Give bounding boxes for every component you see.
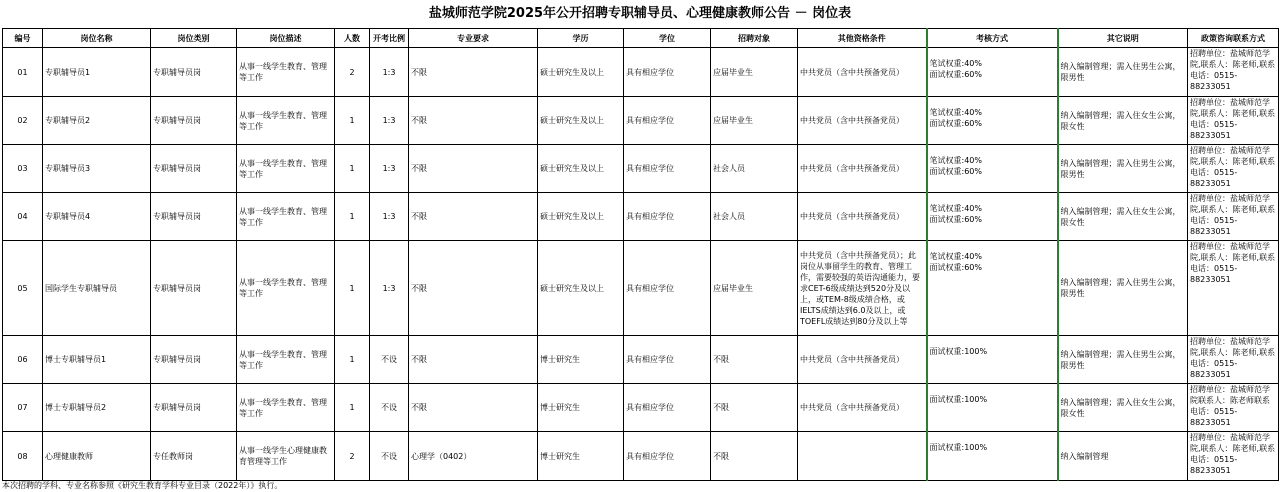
- cell-education[interactable]: 硕士研究生及以上: [538, 48, 624, 97]
- cell-degree[interactable]: 具有相应学位: [624, 241, 711, 336]
- cell-ratio[interactable]: 1:3: [370, 241, 409, 336]
- cell-major[interactable]: 心理学（0402）: [409, 432, 538, 481]
- cell-notes[interactable]: 纳入编制管理；需入住男生公寓，限男性: [1058, 241, 1188, 336]
- table-row: [3, 241, 1279, 336]
- cell-description[interactable]: 从事一线学生教育、管理等工作: [237, 193, 335, 241]
- cell-education[interactable]: 博士研究生: [538, 336, 624, 384]
- cell-name[interactable]: 博士专职辅导员1: [43, 336, 151, 384]
- cell-education[interactable]: 硕士研究生及以上: [538, 145, 624, 193]
- cell-ratio[interactable]: 1:3: [370, 145, 409, 193]
- cell-name[interactable]: 专职辅导员3: [43, 145, 151, 193]
- cell-major[interactable]: 不限: [409, 241, 538, 336]
- cell-notes[interactable]: 纳入编制管理；需入住女生公寓，限女性: [1058, 193, 1188, 241]
- cell-ratio[interactable]: 1:3: [370, 48, 409, 97]
- cell-id[interactable]: 08: [3, 432, 43, 481]
- cell-contact[interactable]: 招聘单位：盐城师范学院,联系人：陈老师,联系电话：0515-88233051: [1188, 336, 1279, 384]
- cell-id[interactable]: 04: [3, 193, 43, 241]
- cell-name[interactable]: 心理健康教师: [43, 432, 151, 481]
- cell-count[interactable]: 2: [335, 432, 370, 481]
- table-row: [3, 432, 1279, 481]
- positions-table: [2, 28, 1279, 481]
- cell-id[interactable]: 02: [3, 97, 43, 145]
- cell-other-conditions[interactable]: 中共党员（含中共预备党员）: [798, 145, 927, 193]
- cell-notes[interactable]: 纳入编制管理；需入住女生公寓，限女性: [1058, 97, 1188, 145]
- cell-category[interactable]: 专职辅导员岗: [151, 145, 237, 193]
- cell-assessment[interactable]: 笔试权重:40% 面试权重:60%: [927, 97, 1058, 145]
- cell-other-conditions[interactable]: 中共党员（含中共预备党员）: [798, 384, 927, 432]
- cell-assessment[interactable]: 笔试权重:40% 面试权重:60%: [927, 145, 1058, 193]
- cell-name[interactable]: 博士专职辅导员2: [43, 384, 151, 432]
- cell-name[interactable]: 专职辅导员1: [43, 48, 151, 97]
- cell-description[interactable]: 从事一线学生教育、管理等工作: [237, 336, 335, 384]
- cell-id[interactable]: 03: [3, 145, 43, 193]
- cell-notes[interactable]: 纳入编制管理；需入住男生公寓，限男性: [1058, 336, 1188, 384]
- cell-notes[interactable]: 纳入编制管理；需入住男生公寓，限男性: [1058, 48, 1188, 97]
- cell-ratio[interactable]: 1:3: [370, 97, 409, 145]
- cell-target[interactable]: 不限: [711, 432, 798, 481]
- cell-degree[interactable]: 具有相应学位: [624, 432, 711, 481]
- cell-id[interactable]: 01: [3, 48, 43, 97]
- col-header-name[interactable]: 岗位名称: [43, 29, 151, 48]
- cell-education[interactable]: 硕士研究生及以上: [538, 241, 624, 336]
- cell-contact[interactable]: 招聘单位：盐城师范学院,联系人：陈老师,联系电话：0515-88233051: [1188, 432, 1279, 481]
- cell-degree[interactable]: 具有相应学位: [624, 97, 711, 145]
- col-header-id[interactable]: 编号: [3, 29, 43, 48]
- cell-contact[interactable]: 招聘单位：盐城师范学院,联系人：陈老师,联系电话：0515-88233051: [1188, 241, 1279, 336]
- cell-target[interactable]: 社会人员: [711, 145, 798, 193]
- cell-category[interactable]: 专职辅导员岗: [151, 97, 237, 145]
- cell-description[interactable]: 从事一线学生教育、管理等工作: [237, 384, 335, 432]
- table-row: [3, 193, 1279, 241]
- cell-description[interactable]: 从事一线学生心理健康教育管理等工作: [237, 432, 335, 481]
- cell-id[interactable]: 06: [3, 336, 43, 384]
- col-header-other-conditions[interactable]: 其他资格条件: [798, 29, 927, 48]
- cell-category[interactable]: 专职辅导员岗: [151, 384, 237, 432]
- cell-assessment[interactable]: 笔试权重:40% 面试权重:60%: [927, 48, 1058, 97]
- cell-degree[interactable]: 具有相应学位: [624, 145, 711, 193]
- col-header-assessment[interactable]: 考核方式: [927, 29, 1058, 48]
- cell-ratio[interactable]: 不设: [370, 432, 409, 481]
- cell-other-conditions[interactable]: 中共党员（含中共预备党员）: [798, 336, 927, 384]
- cell-target[interactable]: 不限: [711, 336, 798, 384]
- col-header-degree[interactable]: 学位: [624, 29, 711, 48]
- cell-education[interactable]: 硕士研究生及以上: [538, 97, 624, 145]
- cell-category[interactable]: 专职辅导员岗: [151, 193, 237, 241]
- cell-description[interactable]: 从事一线学生教育、管理等工作: [237, 145, 335, 193]
- cell-category[interactable]: 专职辅导员岗: [151, 336, 237, 384]
- cell-count[interactable]: 1: [335, 384, 370, 432]
- cell-other-conditions[interactable]: 中共党员（含中共预备党员）: [798, 48, 927, 97]
- cell-assessment[interactable]: 笔试权重:40% 面试权重:60%: [927, 193, 1058, 241]
- cell-assessment[interactable]: 笔试权重:40% 面试权重:60%: [927, 241, 1058, 336]
- cell-other-conditions[interactable]: 中共党员（含中共预备党员）: [798, 97, 927, 145]
- cell-degree[interactable]: 具有相应学位: [624, 336, 711, 384]
- cell-education[interactable]: 硕士研究生及以上: [538, 193, 624, 241]
- cell-target[interactable]: 应届毕业生: [711, 97, 798, 145]
- cell-notes[interactable]: 纳入编制管理；需入住男生公寓，限男性: [1058, 145, 1188, 193]
- cell-description[interactable]: 从事一线学生教育、管理等工作: [237, 48, 335, 97]
- cell-ratio[interactable]: 不设: [370, 384, 409, 432]
- table-row: [3, 384, 1279, 432]
- header-row: [3, 29, 1279, 48]
- cell-education[interactable]: 博士研究生: [538, 384, 624, 432]
- document-title: 盐城师范学院2025年公开招聘专职辅导员、心理健康教师公告 － 岗位表: [428, 6, 852, 21]
- col-header-major[interactable]: 专业要求: [409, 29, 538, 48]
- cell-count[interactable]: 1: [335, 193, 370, 241]
- table-row: [3, 48, 1279, 97]
- cell-major[interactable]: 不限: [409, 97, 538, 145]
- cell-other-conditions[interactable]: 中共党员（含中共预备党员）: [798, 193, 927, 241]
- cell-major[interactable]: 不限: [409, 384, 538, 432]
- col-header-target[interactable]: 招聘对象: [711, 29, 798, 48]
- cell-ratio[interactable]: 不设: [370, 336, 409, 384]
- col-header-count[interactable]: 人数: [335, 29, 370, 48]
- cell-count[interactable]: 1: [335, 336, 370, 384]
- cell-description[interactable]: 从事一线学生教育、管理等工作: [237, 97, 335, 145]
- col-header-ratio[interactable]: 开考比例: [370, 29, 409, 48]
- cell-ratio[interactable]: 1:3: [370, 193, 409, 241]
- cell-degree[interactable]: 具有相应学位: [624, 48, 711, 97]
- table-row: [3, 145, 1279, 193]
- cell-contact[interactable]: 招聘单位：盐城师范学院,联系人：陈老师,联系电话：0515-88233051: [1188, 48, 1279, 97]
- cell-education[interactable]: 博士研究生: [538, 432, 624, 481]
- col-header-category[interactable]: 岗位类别: [151, 29, 237, 48]
- cell-count[interactable]: 1: [335, 241, 370, 336]
- col-header-contact[interactable]: 政策咨询联系方式: [1188, 29, 1279, 48]
- cell-target[interactable]: 社会人员: [711, 193, 798, 241]
- cell-major[interactable]: 不限: [409, 193, 538, 241]
- cell-name[interactable]: 专职辅导员4: [43, 193, 151, 241]
- table-row: [3, 336, 1279, 384]
- cell-assessment[interactable]: 面试权重:100%: [927, 384, 1058, 432]
- cell-contact[interactable]: 招聘单位：盐城师范学院,联系人：陈老师,联系电话：0515-88233051: [1188, 97, 1279, 145]
- cell-category[interactable]: 专职辅导员岗: [151, 48, 237, 97]
- cell-assessment[interactable]: 面试权重:100%: [927, 336, 1058, 384]
- cell-contact[interactable]: 招聘单位：盐城师范学院,联系人：陈老师,联系电话：0515-88233051: [1188, 145, 1279, 193]
- col-header-notes[interactable]: 其它说明: [1058, 29, 1188, 48]
- cell-id[interactable]: 07: [3, 384, 43, 432]
- cell-count[interactable]: 1: [335, 145, 370, 193]
- cell-major[interactable]: 不限: [409, 336, 538, 384]
- cell-major[interactable]: 不限: [409, 145, 538, 193]
- cell-count[interactable]: 2: [335, 48, 370, 97]
- cell-degree[interactable]: 具有相应学位: [624, 193, 711, 241]
- cell-description[interactable]: 从事一线学生教育、管理等工作: [237, 241, 335, 336]
- footnote: 本次招聘的学科、专业名称参照《研究生教育学科专业目录（2022年）》执行。: [2, 481, 283, 490]
- cell-contact[interactable]: 招聘单位：盐城师范学院,联系人：陈老师,联系电话：0515-88233051: [1188, 193, 1279, 241]
- cell-contact[interactable]: 招聘单位：盐城师范学院联系人：陈老师联系电话：0515-88233051: [1188, 384, 1279, 432]
- cell-assessment[interactable]: 面试权重:100%: [927, 432, 1058, 481]
- cell-major[interactable]: 不限: [409, 48, 538, 97]
- cell-other-conditions[interactable]: 中共党员（含中共预备党员）；此岗位从事留学生的教育、管理工作，需要较强的英语沟通能力，要求CET-6级成绩达到520分及以上，或TEM-8级成绩合格，或IELTS成绩达到6.0及以上，或TOEFL成绩达到80分及以上等: [798, 241, 927, 336]
- col-header-description[interactable]: 岗位描述: [237, 29, 335, 48]
- cell-name[interactable]: 国际学生专职辅导员: [43, 241, 151, 336]
- cell-id[interactable]: 05: [3, 241, 43, 336]
- cell-count[interactable]: 1: [335, 97, 370, 145]
- cell-degree[interactable]: 具有相应学位: [624, 384, 711, 432]
- cell-notes[interactable]: 纳入编制管理: [1058, 432, 1188, 481]
- cell-name[interactable]: 专职辅导员2: [43, 97, 151, 145]
- cell-category[interactable]: 专任教师岗: [151, 432, 237, 481]
- col-header-education[interactable]: 学历: [538, 29, 624, 48]
- cell-other-conditions[interactable]: [798, 432, 927, 481]
- cell-target[interactable]: 不限: [711, 384, 798, 432]
- cell-notes[interactable]: 纳入编制管理；需入住女生公寓，限女性: [1058, 384, 1188, 432]
- cell-target[interactable]: 应届毕业生: [711, 48, 798, 97]
- table-row: [3, 97, 1279, 145]
- cell-category[interactable]: 专职辅导员岗: [151, 241, 237, 336]
- cell-target[interactable]: 应届毕业生: [711, 241, 798, 336]
